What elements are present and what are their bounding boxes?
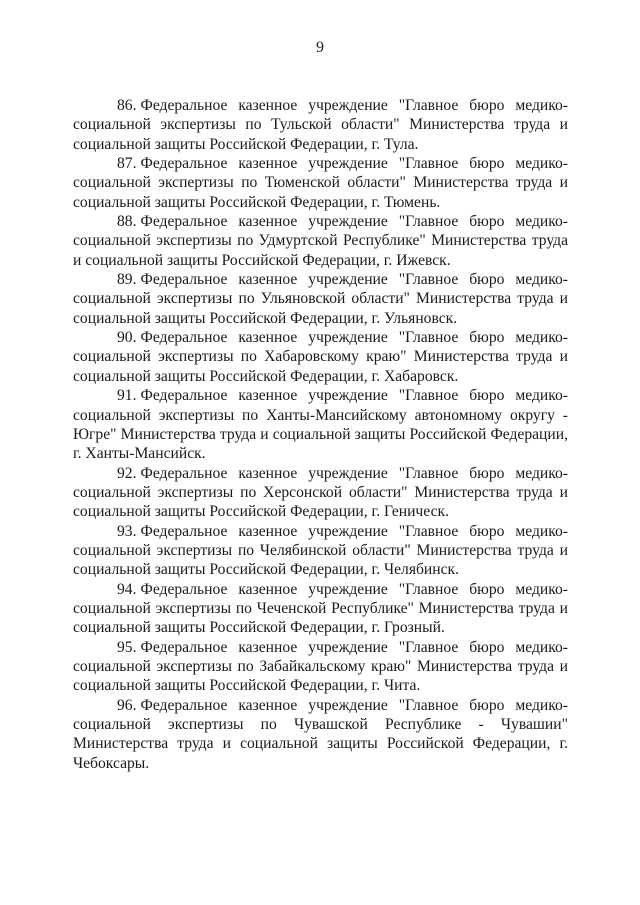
item-text: Федеральное казенное учреждение "Главное бюро медико-социальной экспертизы по Тюменской области" Министерства труда и социальной защиты Российской Федерации, г. Тюмень. xyxy=(73,155,568,211)
list-item xyxy=(73,270,568,328)
page-number: 9 xyxy=(316,39,324,56)
item-number: 88. xyxy=(117,213,137,231)
item-text: Федеральное казенное учреждение "Главное бюро медико-социальной экспертизы по Тульской области" Министерства труда и социальной защиты Российской Федерации, г. Тула. xyxy=(73,97,568,153)
item-text: Федеральное казенное учреждение "Главное бюро медико-социальной экспертизы по Удмуртской Республике" Министерства труда и социальной защиты Российской Федерации, г. Ижевск. xyxy=(73,213,568,269)
list-item xyxy=(73,464,568,522)
item-number: 90. xyxy=(117,329,137,347)
list-item xyxy=(73,154,568,212)
list-item xyxy=(73,212,568,270)
item-number: 95. xyxy=(117,638,137,656)
item-text: Федеральное казенное учреждение "Главное бюро медико-социальной экспертизы по Чувашской Республике - Чувашии" Министерства труда и социальной защиты Российской Федерации, г. Чебоксары. xyxy=(73,696,568,772)
item-number: 92. xyxy=(117,464,137,482)
item-text: Федеральное казенное учреждение "Главное бюро медико-социальной экспертизы по Хабаровскому краю" Министерства труда и социальной защиты Российской Федерации, г. Хабаровск. xyxy=(73,329,568,385)
list-item xyxy=(73,96,568,154)
list-item xyxy=(73,328,568,386)
item-text: Федеральное казенное учреждение "Главное бюро медико-социальной экспертизы по Ханты-Мансийскому автономному округу - Югре" Министерства труда и социальной защиты Российской Федерации, г. Ханты-Мансийск. xyxy=(73,387,568,463)
item-text: Федеральное казенное учреждение "Главное бюро медико-социальной экспертизы по Челябинской области" Министерства труда и социальной защиты Российской Федерации, г. Челябинск. xyxy=(73,522,568,579)
item-number: 86. xyxy=(117,97,137,114)
item-number: 94. xyxy=(117,580,137,598)
item-number: 89. xyxy=(117,271,137,289)
item-number: 91. xyxy=(117,387,137,405)
list-item xyxy=(73,696,568,773)
list-item xyxy=(73,522,568,580)
item-text: Федеральное казенное учреждение "Главное бюро медико-социальной экспертизы по Ульяновской области" Министерства труда и социальной защиты Российской Федерации, г. Ульяновск. xyxy=(73,271,568,327)
item-number: 87. xyxy=(117,155,137,173)
list-item xyxy=(73,638,568,696)
list-item xyxy=(73,580,568,638)
item-number: 96. xyxy=(117,696,137,714)
item-number: 93. xyxy=(117,522,137,540)
item-text: Федеральное казенное учреждение "Главное бюро медико-социальной экспертизы по Забайкальскому краю" Министерства труда и социальной защиты Российской Федерации, г. Чита. xyxy=(73,638,568,695)
item-text: Федеральное казенное учреждение "Главное бюро медико-социальной экспертизы по Чеченской Республике" Министерства труда и социальной защиты Российской Федерации, г. Грозный. xyxy=(73,580,568,637)
list-item xyxy=(73,386,568,463)
institution-list xyxy=(73,96,568,773)
item-text: Федеральное казенное учреждение "Главное бюро медико-социальной экспертизы по Херсонской области" Министерства труда и социальной защиты Российской Федерации, г. Геническ. xyxy=(73,464,568,521)
